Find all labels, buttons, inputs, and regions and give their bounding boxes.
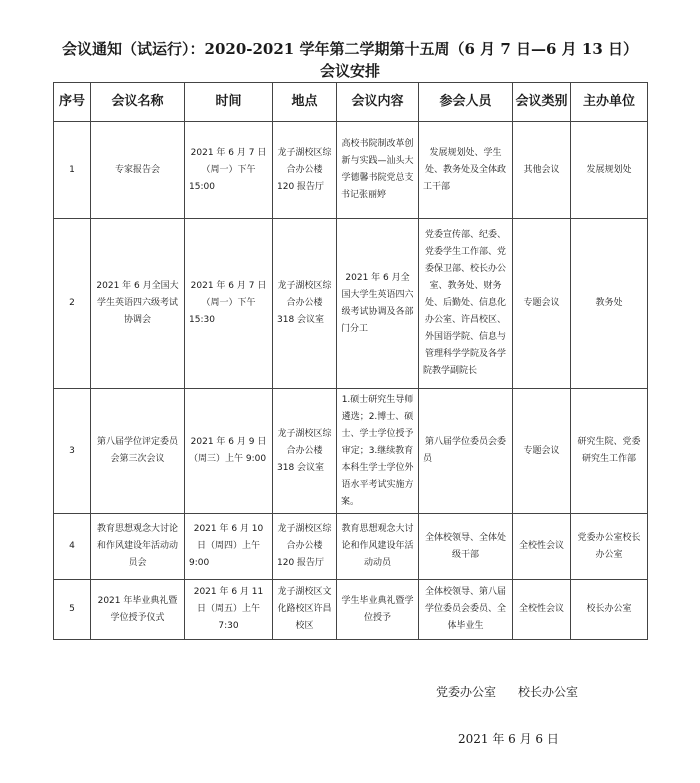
notice-subtitle: 会议安排 [319, 62, 380, 80]
row-name: 教育思想观念大讨论和作风建设年活动动员会 [91, 514, 185, 580]
meeting-schedule-table [53, 82, 648, 640]
row-content: 1.硕士研究生导师遴选；2.博士、硕士、学士学位授予审定；3.继续教育本科生学士学位外语水平考试实施方案。 [337, 389, 419, 514]
row-attendees: 第八届学位委员会委员 [419, 389, 513, 514]
header-place: 地点 [273, 83, 337, 122]
row-no: 5 [54, 580, 91, 640]
row-no: 1 [54, 122, 91, 219]
row-attendees: 全体校领导、全体处级干部 [419, 514, 513, 580]
row-host: 发展规划处 [571, 122, 648, 219]
row-no: 2 [54, 219, 91, 389]
header-time: 时间 [185, 83, 273, 122]
header-no: 序号 [54, 83, 91, 122]
row-attendees: 党委宣传部、纪委、党委学生工作部、党委保卫部、校长办公室、教务处、财务处、后勤处、信息化办公室、许昌校区、外国语学院、信息与管理科学学院及各学院教学副院长 [419, 219, 513, 389]
table-row [54, 389, 648, 514]
table-row [54, 514, 648, 580]
row-place: 龙子湖校区综合办公楼 120 报告厅 [273, 122, 337, 219]
header-name: 会议名称 [91, 83, 185, 122]
row-time: 2021 年 6 月 7 日（周一）下午 15:30 [185, 219, 273, 389]
row-content: 高校书院制改革创新与实践—汕头大学德馨书院党总支书记张丽婷 [337, 122, 419, 219]
row-time: 2021 年 6 月 7 日（周一）下午 15:00 [185, 122, 273, 219]
row-category: 专题会议 [513, 219, 571, 389]
table-row [54, 219, 648, 389]
row-content: 学生毕业典礼暨学位授予 [337, 580, 419, 640]
row-name: 2021 年 6 月全国大学生英语四六级考试协调会 [91, 219, 185, 389]
row-attendees: 全体校领导、第八届学位委员会委员、全体毕业生 [419, 580, 513, 640]
row-host: 教务处 [571, 219, 648, 389]
row-place: 龙子湖校区综合办公楼 318 会议室 [273, 389, 337, 514]
row-category: 全校性会议 [513, 580, 571, 640]
row-name: 2021 年毕业典礼暨学位授予仪式 [91, 580, 185, 640]
row-no: 3 [54, 389, 91, 514]
issue-date: 2021 年 6 月 6 日 [458, 732, 559, 746]
table-row [54, 122, 648, 219]
row-time: 2021 年 6 月 10 日（周四）上午 9:00 [185, 514, 273, 580]
row-place: 龙子湖校区文化路校区许昌校区 [273, 580, 337, 640]
row-name: 专家报告会 [91, 122, 185, 219]
row-host: 党委办公室校长办公室 [571, 514, 648, 580]
issuer-president-office: 校长办公室 [518, 685, 579, 699]
row-content: 2021 年 6 月全国大学生英语四六级考试协调及各部门分工 [337, 219, 419, 389]
header-content: 会议内容 [337, 83, 419, 122]
row-time: 2021 年 6 月 11 日（周五）上午 7:30 [185, 580, 273, 640]
row-content: 教育思想观念大讨论和作风建设年活动动员 [337, 514, 419, 580]
row-no: 4 [54, 514, 91, 580]
header-attendees: 参会人员 [419, 83, 513, 122]
table-row [54, 580, 648, 640]
row-name: 第八届学位评定委员会第三次会议 [91, 389, 185, 514]
row-time: 2021 年 6 月 9 日（周三）上午 9:00 [185, 389, 273, 514]
header-category: 会议类别 [513, 83, 571, 122]
row-host: 研究生院、党委研究生工作部 [571, 389, 648, 514]
issuer-line [436, 683, 600, 700]
issuer-party-office: 党委办公室 [436, 685, 497, 699]
row-category: 其他会议 [513, 122, 571, 219]
row-place: 龙子湖校区综合办公楼 318 会议室 [273, 219, 337, 389]
table-header-row [54, 83, 648, 122]
row-place: 龙子湖校区综合办公楼 120 报告厅 [273, 514, 337, 580]
header-host: 主办单位 [571, 83, 648, 122]
row-attendees: 发展规划处、学生处、教务处及全体政工干部 [419, 122, 513, 219]
row-host: 校长办公室 [571, 580, 648, 640]
row-category: 全校性会议 [513, 514, 571, 580]
notice-title: 会议通知（试运行）：2020-2021 学年第二学期第十五周（6 月 7 日—6 月 13 日） [62, 40, 638, 58]
row-category: 专题会议 [513, 389, 571, 514]
